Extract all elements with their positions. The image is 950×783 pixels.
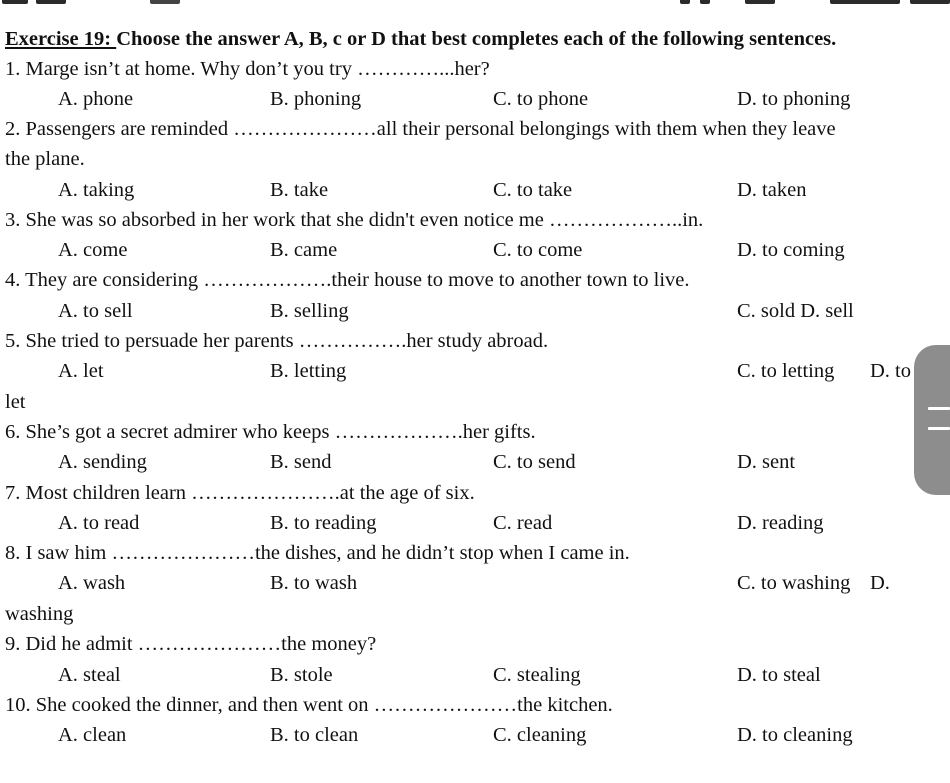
option-c-d[interactable]: C. sold D. sell [737, 300, 854, 322]
question-stem: 5. She tried to persuade her parents …………….her study abroad. [5, 330, 549, 352]
option-c[interactable]: C. to washing [737, 572, 851, 594]
side-panel-handle[interactable] [914, 345, 950, 495]
question-stem: 6. She’s got a secret admirer who keeps ……………….her gifts. [5, 421, 536, 443]
option-c[interactable]: C. stealing [493, 664, 581, 686]
option-b[interactable]: B. to clean [270, 724, 359, 746]
option-d-wrap: let [5, 391, 26, 413]
option-a[interactable]: A. taking [58, 179, 135, 201]
option-a[interactable]: A. to read [58, 512, 140, 534]
option-d[interactable]: D. sent [737, 451, 796, 473]
option-b[interactable]: B. selling [270, 300, 349, 322]
exercise-title [5, 27, 836, 51]
question-stem: 7. Most children learn ………………….at the age of six. [5, 482, 475, 504]
option-b[interactable]: B. to wash [270, 572, 358, 594]
option-b[interactable]: B. to reading [270, 512, 377, 534]
option-d[interactable]: D. to phoning [737, 88, 851, 110]
option-a[interactable]: A. sending [58, 451, 147, 473]
question-stem: 3. She was so absorbed in her work that she didn't even notice me ………………..in. [5, 209, 704, 231]
option-c[interactable]: C. to phone [493, 88, 589, 110]
question-stem: 4. They are considering ……………….their house to move to another town to live. [5, 269, 690, 291]
option-c[interactable]: C. read [493, 512, 553, 534]
handle-grip-icon [928, 427, 950, 430]
option-a[interactable]: A. clean [58, 724, 127, 746]
question-stem-continued: the plane. [5, 148, 85, 170]
option-a[interactable]: A. steal [58, 664, 121, 686]
option-b[interactable]: B. take [270, 179, 329, 201]
handle-grip-icon [928, 407, 950, 410]
option-a[interactable]: A. come [58, 239, 128, 261]
option-b[interactable]: B. letting [270, 360, 347, 382]
option-c[interactable]: C. cleaning [493, 724, 587, 746]
option-d-wrap: washing [5, 603, 74, 625]
option-b[interactable]: B. came [270, 239, 338, 261]
option-b[interactable]: B. phoning [270, 88, 362, 110]
question-stem: 10. She cooked the dinner, and then went on …………………the kitchen. [5, 694, 613, 716]
question-stem: 9. Did he admit …………………the money? [5, 633, 377, 655]
option-d[interactable]: D. taken [737, 179, 807, 201]
question-stem: 2. Passengers are reminded …………………all their personal belongings with them when they leave [5, 118, 836, 140]
option-c[interactable]: C. to take [493, 179, 573, 201]
option-d[interactable]: D. to coming [737, 239, 845, 261]
option-c[interactable]: C. to send [493, 451, 576, 473]
option-d[interactable]: D. [870, 572, 890, 594]
option-d[interactable]: D. to [870, 360, 911, 382]
question-stem: 1. Marge isn’t at home. Why don’t you try …………...her? [5, 58, 490, 80]
exercise-instruction: Choose the answer A, B, c or D that best completes each of the following sentences. [116, 28, 837, 50]
option-a[interactable]: A. let [58, 360, 104, 382]
option-a[interactable]: A. phone [58, 88, 134, 110]
option-d[interactable]: D. reading [737, 512, 824, 534]
option-d[interactable]: D. to steal [737, 664, 821, 686]
option-c[interactable]: C. to letting [737, 360, 835, 382]
option-d[interactable]: D. to cleaning [737, 724, 853, 746]
exercise-label: Exercise 19: [5, 28, 117, 50]
option-a[interactable]: A. wash [58, 572, 126, 594]
option-b[interactable]: B. send [270, 451, 332, 473]
question-stem: 8. I saw him …………………the dishes, and he didn’t stop when I came in. [5, 542, 630, 564]
option-c[interactable]: C. to come [493, 239, 583, 261]
option-a[interactable]: A. to sell [58, 300, 133, 322]
cropped-header-fragment [0, 0, 950, 8]
option-b[interactable]: B. stole [270, 664, 333, 686]
